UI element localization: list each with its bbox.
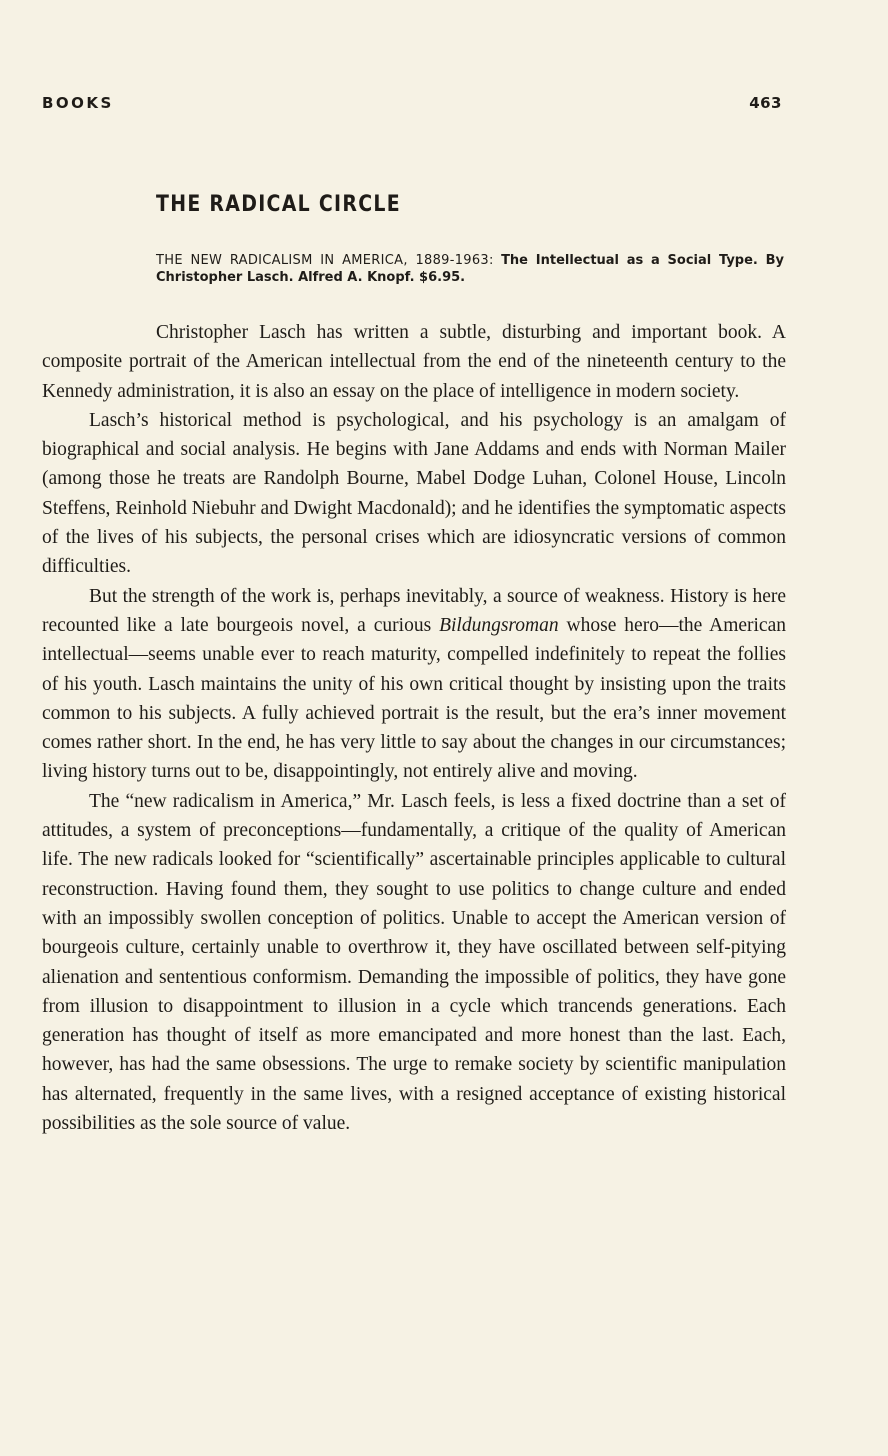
paragraph-1: Christopher Lasch has written a subtle, disturbing and important book. A composite portrait of the American intellectual from the end of the nineteenth century to the Kennedy administration, it is also an essay on the place of intelligence in modern society. [42, 322, 786, 402]
italic-term: Bildungsroman [439, 614, 559, 636]
section-label: BOOKS [42, 94, 114, 112]
page-number: 463 [749, 94, 782, 112]
paragraph-3-part-1: But the strength of the work is, perhaps inevitably, a source of weakness. History is here recounted like a late bourgeois novel, a curious [42, 585, 786, 636]
paragraph-2: Lasch’s historical method is psychological, and his psychology is an amalgam of biographical and social analysis. He begins with Jane Addams and ends with Norman Mailer (among those he treats are Randolph Bourne, Mabel Dodge Luhan, Colonel House, Lincoln Steffens, Reinhold Niebuhr and Dwight Macdonald); and he identifies the symptomatic aspects of the lives of his subjects, the personal crises which are idiosyncratic versions of common difficulties. [42, 409, 786, 578]
article-title: THE RADICAL CIRCLE [156, 192, 401, 217]
review-body [42, 318, 786, 1138]
book-details: The Intellectual as a Social Type. By Christopher Lasch. Alfred A. Knopf. $6.95. [156, 253, 784, 285]
book-title: THE NEW RADICALISM IN AMERICA, 1889-1963: [156, 253, 494, 268]
paragraph-3-part-2: whose hero—the American intellectual—seems unable ever to reach maturity, compelled indefinitely to repeat the follies of his youth. Lasch maintains the unity of his own critical thought by insisting upon the traits common to his subjects. A fully achieved portrait is the result, but the era’s inner movement comes rather short. In the end, he has very little to say about the changes in our circumstances; living history turns out to be, disappointingly, not entirely alive and moving. [42, 614, 786, 783]
paragraph-4: The “new radicalism in America,” Mr. Lasch feels, is less a fixed doctrine than a set of attitudes, a system of preconceptions—fundamentally, a critique of the quality of American life. The new radicals looked for “scientifically” ascertainable principles applicable to cultural reconstruction. Having found them, they sought to use politics to change culture and ended with an impossibly swollen conception of politics. Unable to accept the American version of bourgeois culture, certainly unable to overthrow it, they have oscillated between self-pitying alienation and sententious conformism. Demanding the impossible of politics, they have gone from illusion to disappointment to illusion in a cycle which trancends generations. Each generation has thought of itself as more emancipated and more honest than the last. Each, however, has had the same obsessions. The urge to remake society by scientific manipulation has alternated, frequently in the same lives, with a resigned acceptance of existing historical possibilities as the sole source of value. [42, 790, 786, 1135]
book-citation [156, 252, 784, 286]
paragraph-3 [42, 582, 786, 787]
running-head [42, 94, 782, 112]
